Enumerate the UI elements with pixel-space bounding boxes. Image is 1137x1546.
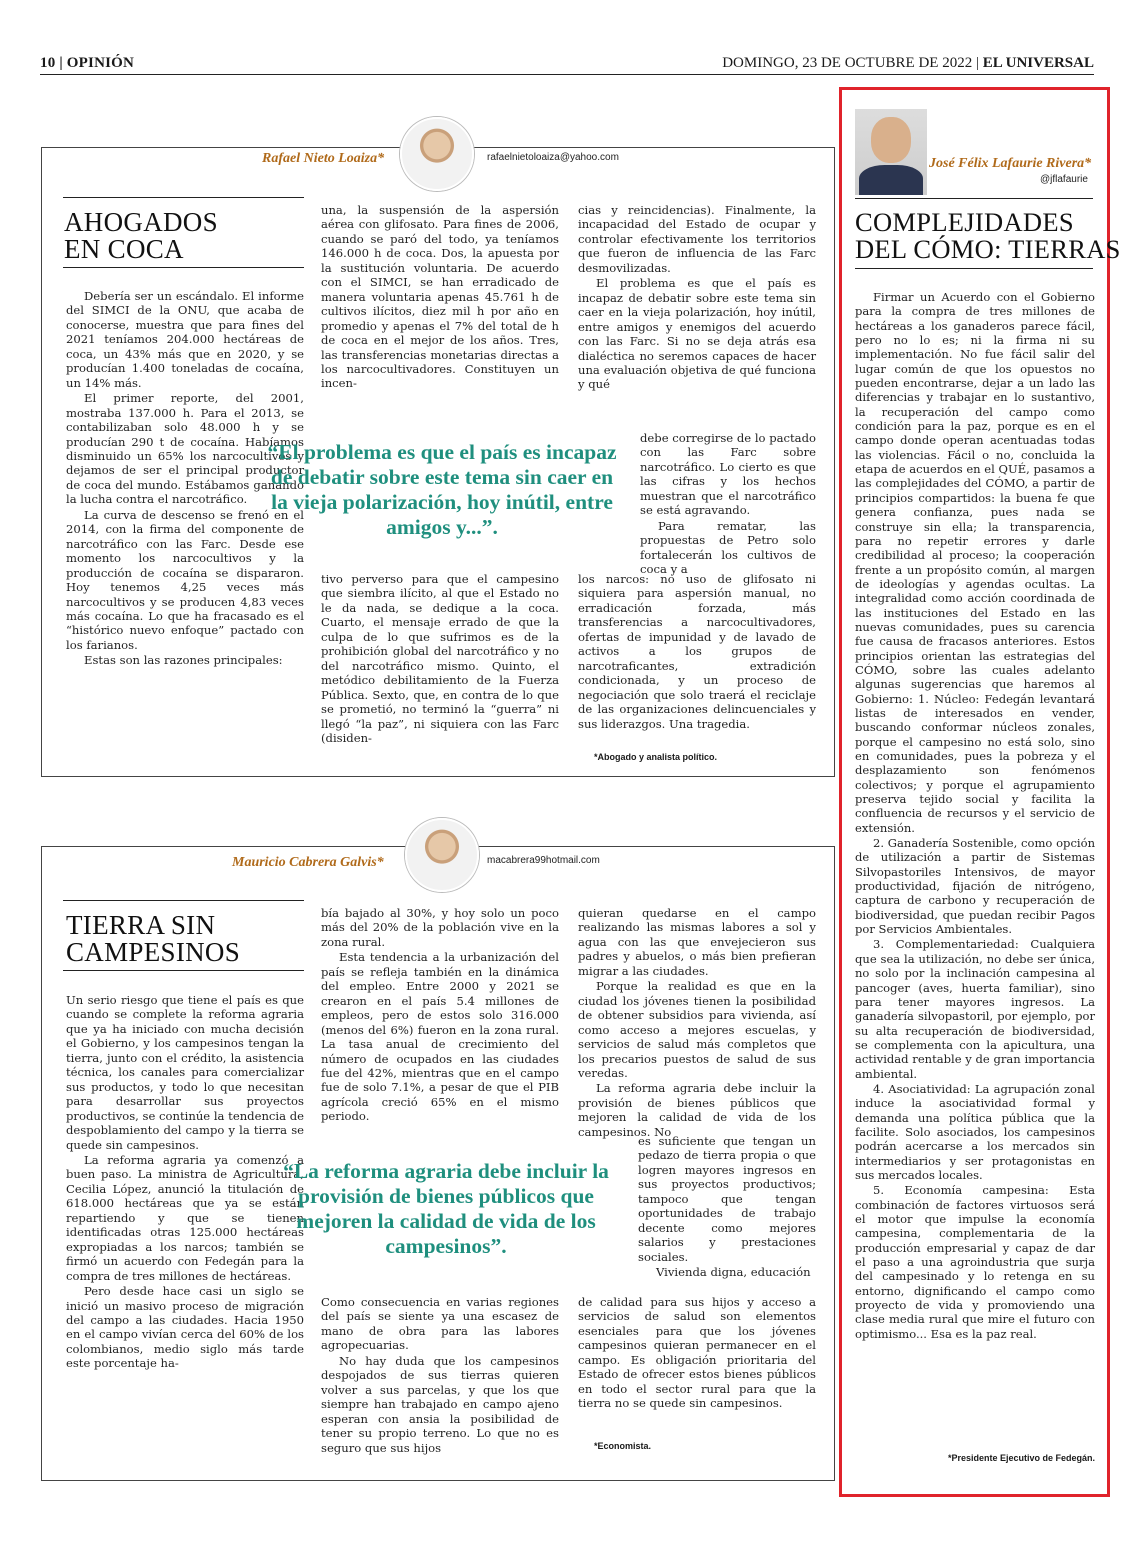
page-section: 10 | OPINIÓN xyxy=(40,55,135,71)
author-photo-nieto xyxy=(400,117,472,189)
article2-column-2-top xyxy=(321,906,559,1124)
title-line-1: TIERRA SIN xyxy=(66,910,216,940)
paragraph: 5. Economía campesina: Esta combinación de factores virtuosos será el motor que impulse la economía campesina, complementaria de la producción empresarial y capaz de dar el paso a una agroindustria que surja del campesinado y lo retenga en su entorno, dignificando el campo como proyecto de vida y promoviendo una clase media rural que mire el futuro con optimismo... Esa es la paz real. xyxy=(855,1183,1095,1341)
title-line-1: COMPLEJIDADES xyxy=(855,207,1074,237)
article2-column-2-bottom xyxy=(321,1295,559,1455)
paragraph: Un serio riesgo que tiene el país es que cuando se complete la reforma agraria que ya ha iniciado con mucha decisión el Gobierno, y los campesinos tengan la tierra, junto con el crédito, la asistencia técnica, los canales para comercializar sus productos, y todo lo que necesitan para desarrollar sus proyectos productivos, se continúe la tendencia de despoblamiento del campo y la tierra se quede sin campesinos. xyxy=(66,993,304,1152)
title-line-1: AHOGADOS xyxy=(64,207,218,237)
paragraph: una, la suspensión de la aspersión aérea con glifosato. Para fines de 2006, cuando se paró del todo, ya teníamos 146.000 h de coca. Dos, la apuesta por la sustitución voluntaria. De acuerdo con el SIMCI, se han erradicado de manera voluntaria apenas 45.761 h de cultivos ilícitos, diez mil h por año en promedio y apenas el 7% del total de h de coca en el mejor de los años. Tres, las transferencias monetarias directas a los narcocultivadores. Constituyen un incen- xyxy=(321,203,559,391)
paragraph: No hay duda que los campesinos despojados de sus tierras quieren volver a sus parcelas, y que los que siempre han trabajado en campo ajeno esperan con ansia la posibilidad de tener su propio terreno. Lo que no es seguro que sus hijos xyxy=(321,1353,559,1455)
pull-quote: “La reforma agraria debe incluir la provisión de bienes públicos que mejoren la calidad de vida de los campesinos”. xyxy=(283,1159,609,1258)
author-email[interactable]: rafaelnietoloaiza@yahoo.com xyxy=(487,152,619,163)
paragraph: cias y reincidencias). Finalmente, la incapacidad del Estado de ocupar y controlar efectivamente los territorios que fueron de influencia de las Farc desmovilizadas. xyxy=(578,203,816,275)
author-handle[interactable]: @jflafaurie xyxy=(1040,174,1088,185)
footnote: *Economista. xyxy=(594,1441,652,1451)
article1-column-3-top xyxy=(578,203,816,392)
footnote: *Abogado y analista político. xyxy=(594,752,718,762)
title-rule-bottom xyxy=(63,267,304,268)
title-rule-top xyxy=(855,198,1093,199)
title-line-2: CAMPESINOS xyxy=(66,937,241,967)
masthead-date xyxy=(722,55,1094,72)
paragraph: Como consecuencia en varias regiones del país se siente ya una escasez de mano de obra para las labores agropecuarias. xyxy=(321,1295,559,1353)
paragraph: de calidad para sus hijos y acceso a servicios de salud son elementos esenciales para que los jóvenes campesinos quieran permanecer en el campo. Es obligación prioritaria del Estado de ofrecer estos bienes públicos en todo el sector rural para que la tierra no se quede sin campesinos. xyxy=(578,1295,816,1411)
paragraph: tivo perverso para que el campesino que siembra ilícito, al que el Estado no le da nada, se dedique a la coca. Cuarto, el mensaje errado de que la culpa de lo que sufrimos es de la prohibición global del narcotráfico y no del narcotráfico mismo. Quinto, el metódico debilitamiento de la Fuerza Pública. Sexto, que, en contra de lo que se prometió, no terminó la “guerra” ni llegó “la paz”, ni siquiera con las Farc (disiden- xyxy=(321,572,559,745)
author-name: José Félix Lafaurie Rivera* xyxy=(929,156,1092,171)
paragraph: Porque la realidad es que en la ciudad los jóvenes tienen la posibilidad de obtener subsidios para vivienda, así como acceso a mejores escuelas, y servicios de salud más completos que los precarios puestos de salud de sus veredas. xyxy=(578,979,816,1080)
paragraph: El primer reporte, del 2001, mostraba 137.000 h. Para el 2013, se contabilizaban solo 48.000 h y se producían 290 t de cocaína. Habíamos disminuido un 65% los narcocultivos y dejamos de ser el principal productor de coca del mundo. Estábamos ganando la lucha contra el narcotráfico. xyxy=(66,391,304,507)
author-photo-cabrera xyxy=(405,818,477,890)
paragraph: los narcos: no uso de glifosato ni siquiera para aspersión manual, no erradicación forzada, más transferencias a narcocultivadores, ofertas de impunidad y de lavado de activos a los grupos de narcotraficantes, extradición condicionada, y un proceso de negociación que solo traerá el reciclaje de las organizaciones delincuenciales y sus liderazgos. Una tragedia. xyxy=(578,572,816,731)
paragraph: debe corregirse de lo pactado con las Farc sobre narcotráfico. Lo cierto es que las cifras y los hechos muestran que el narcotráfico se está agravando. xyxy=(640,431,816,518)
paragraph: Pero desde hace casi un siglo se inició un masivo proceso de migración del campo a las ciudades. Hacia 1950 en el campo vivían cerca del 60% de los colombianos, medio siglo más tarde este porcentaje ha- xyxy=(66,1284,304,1371)
article1-column-3-narrow xyxy=(640,431,816,577)
paragraph: quieran quedarse en el campo realizando las mismas labores a sol y agua con las que envejecieron sus padres y abuelos, o más bien prefieran migrar a las ciudades. xyxy=(578,906,816,978)
article3-column xyxy=(855,290,1095,1341)
article-title xyxy=(64,209,218,263)
paragraph: La reforma agraria ya comenzó a buen paso. La ministra de Agricultura, Cecilia López, anunció la titulación de 618.000 hectáreas que ya se están repartiendo y que se tienen identificadas otras 125.000 hectáreas expropiadas a los narcos; también se firmó un acuerdo con Fedegán para la compra de tres millones de hectáreas. xyxy=(66,1152,304,1283)
article1-column-3-bottom xyxy=(578,572,816,731)
title-rule-top xyxy=(63,197,304,198)
article2-column-3-bottom xyxy=(578,1295,816,1411)
paragraph: bía bajado al 30%, y hoy solo un poco más del 20% de la población vive en la zona rural. xyxy=(321,906,559,949)
masthead-rule xyxy=(40,74,1094,75)
author-photo-lafaurie xyxy=(855,109,927,195)
paragraph: Para rematar, las propuestas de Petro solo fortalecerán los cultivos de coca y a xyxy=(640,518,816,577)
paragraph: 4. Asociatividad: La agrupación zonal induce la asociatividad formal y demanda una política pública que la facilite. Solo asociados, los campesinos podrán acercarse a los mercados sin intermediarios y ser protagonistas en sus mercados locales. xyxy=(855,1081,1095,1182)
paragraph: Debería ser un escándalo. El informe del SIMCI de la ONU, que acaba de conocerse, muestra que para fines del 2021 teníamos 204.000 hectáreas de coca, un 43% más que en 2020, y se producían 1.400 toneladas de cocaína, un 14% más. xyxy=(66,289,304,390)
article-title xyxy=(855,209,1121,263)
article1-column-2-top xyxy=(321,203,559,391)
footnote: *Presidente Ejecutivo de Fedegán. xyxy=(947,1453,1095,1463)
pull-quote: “El problema es que el país es incapaz de debatir sobre este tema sin caer en la vieja polarización, hoy inútil, entre amigos y...”. xyxy=(267,440,617,539)
title-rule-bottom xyxy=(855,268,1093,269)
article2-column-3-narrow xyxy=(638,1134,816,1280)
paragraph: La reforma agraria debe incluir la provisión de bienes públicos que mejoren la calidad de vida de los campesinos. No xyxy=(578,1081,816,1139)
paragraph: es suficiente que tengan un pedazo de tierra propia o que logren mayores ingresos en sus proyectos productivos; tampoco que tengan oportunidades de trabajo decente como mejores salarios y prestaciones sociales. xyxy=(638,1134,816,1264)
article-title xyxy=(66,912,240,966)
paper-name: EL UNIVERSAL xyxy=(982,55,1094,71)
author-email[interactable]: macabrera99hotmail.com xyxy=(487,855,600,866)
paragraph: 2. Ganadería Sostenible, como opción de utilización a partir de Sistemas Silvopastoriles Intensivos, de mayor productividad, fijación de nitrógeno, captura de carbono y recuperación de biodiversidad, que puedan recibir Pagos por Servicios Ambientales. xyxy=(855,836,1095,937)
paragraph: Vivienda digna, educación xyxy=(656,1265,811,1280)
title-rule-bottom xyxy=(63,970,304,971)
paragraph: La curva de descenso se frenó en el 2014, con la firma del componente de narcotráfico con las Farc. Desde ese momento los narcocultivos y la producción de cocaína se dispararon. Hoy tenemos 4,25 veces más narcocultivos y se producen 4,83 veces más cocaína. Lo que ha fracasado es el “histórico nuevo enfoque” pactado con los farianos. xyxy=(66,507,304,652)
paragraph: Firmar un Acuerdo con el Gobierno para la compra de tres millones de hectáreas a los ganaderos parece fácil, pero no lo es; ni la firma ni su implementación. No fue fácil salir del lugar común de que los opuestos no pueden encontrarse, dejar a un lado las diferencias y trabajar en lo sustantivo, la recuperación del campo como condición para la paz, porque es en el campo donde operan acentuadas todas las violencias. Fácil o no, concluida la etapa de acuerdos en el QUÉ, pasamos a las complejidades del CÓMO, a partir de principios compartidos: la buena fe que genera confianza, pues nada se construye sin ella; la transparencia, para no repetir errores y darle credibilidad al proceso; la cooperación frente a un propósito común, al margen de ideologías y agendas ocultas. La integralidad como acción coordinada de las instituciones del Estado en las nuevas comunidades, pues su carencia fue causa de fracasos anteriores. Estos principios orientan las estrategias del CÓMO, sobre las cuales adelanto algunas sugerencias que haremos al Gobierno: 1. Núcleo: Fedegán levantará listas de interesados en vender, buscando conformar núcleos zonales, porque el campesino no está solo, sino en comunidades, pues la pobreza y el desplazamiento son fenómenos colectivos; y porque el agrupamiento preserva tejido social y facilita la confluencia de recursos y el servicio de extensión. xyxy=(855,290,1095,835)
title-line-2: EN COCA xyxy=(64,234,184,264)
article1-column-2-bottom xyxy=(321,572,559,745)
author-name: Rafael Nieto Loaiza* xyxy=(262,151,385,166)
paragraph: El problema es que el país es incapaz de debatir sobre este tema sin caer en la vieja polarización, hoy inútil, entre amigos y enemigos del acuerdo con las Farc. Si no se deja atrás esa dialéctica no seremos capaces de hacer una evaluación objetiva de qué funciona y qué xyxy=(578,276,816,392)
article2-column-3-top xyxy=(578,906,816,1139)
paragraph: 3. Complementariedad: Cualquiera que sea la utilización, no debe ser única, no solo por la inclinación campesina al pancoger (aves, huerta familiar), sino para tener mayores ingresos. La ganadería silvopastoril, por ejemplo, por su alta recuperación de biodiversidad, se complementa con la apicultura, una actividad rentable y de gran importancia ambiental. xyxy=(855,937,1095,1081)
paragraph: Esta tendencia a la urbanización del país se refleja también en la dinámica del empleo. Entre 2000 y 2021 se crearon en el país 5.4 millones de empleos, pero de estos solo 316.000 (menos del 6%) fueron en la zona rural. La tasa anual de crecimiento del número de ocupados en las ciudades fue del 42%, mientras que en el campo fue de solo 7.1%, a pesar de que el PIB agrícola creció 65% en el mismo periodo. xyxy=(321,950,559,1124)
title-rule-top xyxy=(63,900,304,901)
author-name: Mauricio Cabrera Galvis* xyxy=(232,855,384,870)
date-text: DOMINGO, 23 DE OCTUBRE DE 2022 | xyxy=(722,55,979,71)
title-line-2: DEL CÓMO: TIERRAS xyxy=(855,234,1121,264)
paragraph: Estas son las razones principales: xyxy=(84,653,283,668)
